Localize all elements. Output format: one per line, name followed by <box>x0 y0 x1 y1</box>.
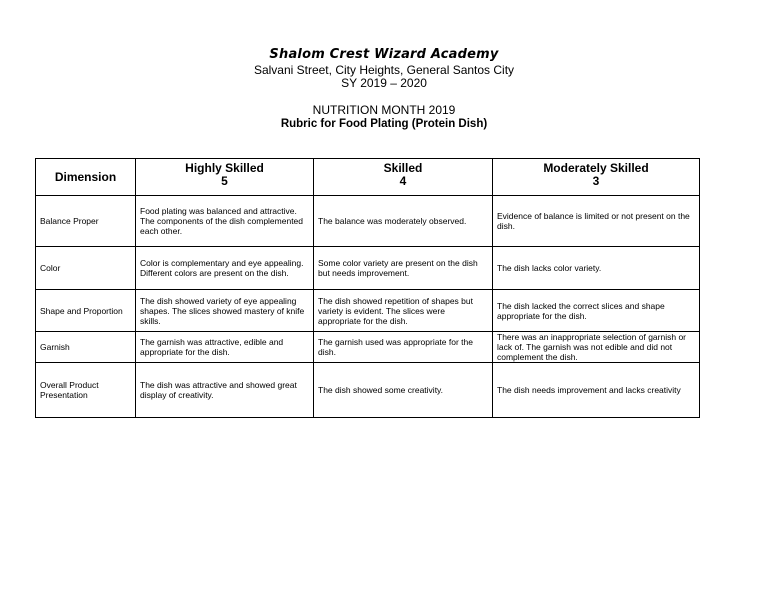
column-header-dimension <box>36 159 136 196</box>
column-label: Highly Skilled <box>185 161 264 175</box>
highly-skilled-cell: Color is complementary and eye appealing. Different colors are present on the dish. <box>136 247 314 290</box>
skilled-cell: The dish showed repetition of shapes but variety is evident. The slices were appropriate for the dish. <box>314 290 493 332</box>
rubric-title: Rubric for Food Plating (Protein Dish) <box>280 118 488 130</box>
school-year: SY 2019 – 2020 <box>341 76 427 90</box>
column-header-skilled <box>314 159 493 196</box>
dimension-cell: Shape and Proportion <box>36 290 136 332</box>
column-score: 3 <box>592 174 600 188</box>
highly-skilled-cell: The garnish was attractive, edible and appropriate for the dish. <box>136 332 314 363</box>
moderately-skilled-cell: The dish lacked the correct slices and shape appropriate for the dish. <box>493 290 700 332</box>
column-header-highly-skilled <box>136 159 314 196</box>
school-name: Shalom Crest Wizard Academy <box>269 47 499 62</box>
table-row <box>36 290 700 332</box>
column-score: 4 <box>399 174 407 188</box>
dimension-cell: Overall Product Presentation <box>36 363 136 418</box>
document-header <box>0 46 768 132</box>
dimension-cell: Color <box>36 247 136 290</box>
table-row <box>36 332 700 363</box>
table-row <box>36 247 700 290</box>
table-row <box>36 196 700 247</box>
event-title: NUTRITION MONTH 2019 <box>312 103 456 117</box>
highly-skilled-cell: Food plating was balanced and attractive. The components of the dish complemented each other. <box>136 196 314 247</box>
column-label: Moderately Skilled <box>543 161 649 175</box>
skilled-cell: The dish showed some creativity. <box>314 363 493 418</box>
highly-skilled-cell: The dish was attractive and showed great display of creativity. <box>136 363 314 418</box>
table-row <box>36 363 700 418</box>
column-header-moderately-skilled <box>493 159 700 196</box>
moderately-skilled-cell: The dish lacks color variety. <box>493 247 700 290</box>
moderately-skilled-cell: Evidence of balance is limited or not present on the dish. <box>493 196 700 247</box>
table-header-row <box>36 159 700 196</box>
moderately-skilled-cell: The dish needs improvement and lacks creativity <box>493 363 700 418</box>
column-score: 5 <box>221 174 228 188</box>
rubric-table <box>35 158 700 418</box>
column-label: Skilled <box>383 161 423 175</box>
skilled-cell: The garnish used was appropriate for the dish. <box>314 332 493 363</box>
highly-skilled-cell: The dish showed variety of eye appealing shapes. The slices showed mastery of knife skills. <box>136 290 314 332</box>
column-label: Dimension <box>54 169 117 184</box>
moderately-skilled-cell: There was an inappropriate selection of garnish or lack of. The garnish was not edible and did not complement the dish. <box>493 332 700 363</box>
dimension-cell: Garnish <box>36 332 136 363</box>
school-address: Salvani Street, City Heights, General Santos City <box>253 63 515 77</box>
dimension-cell: Balance Proper <box>36 196 136 247</box>
skilled-cell: Some color variety are present on the dish but needs improvement. <box>314 247 493 290</box>
skilled-cell: The balance was moderately observed. <box>314 196 493 247</box>
